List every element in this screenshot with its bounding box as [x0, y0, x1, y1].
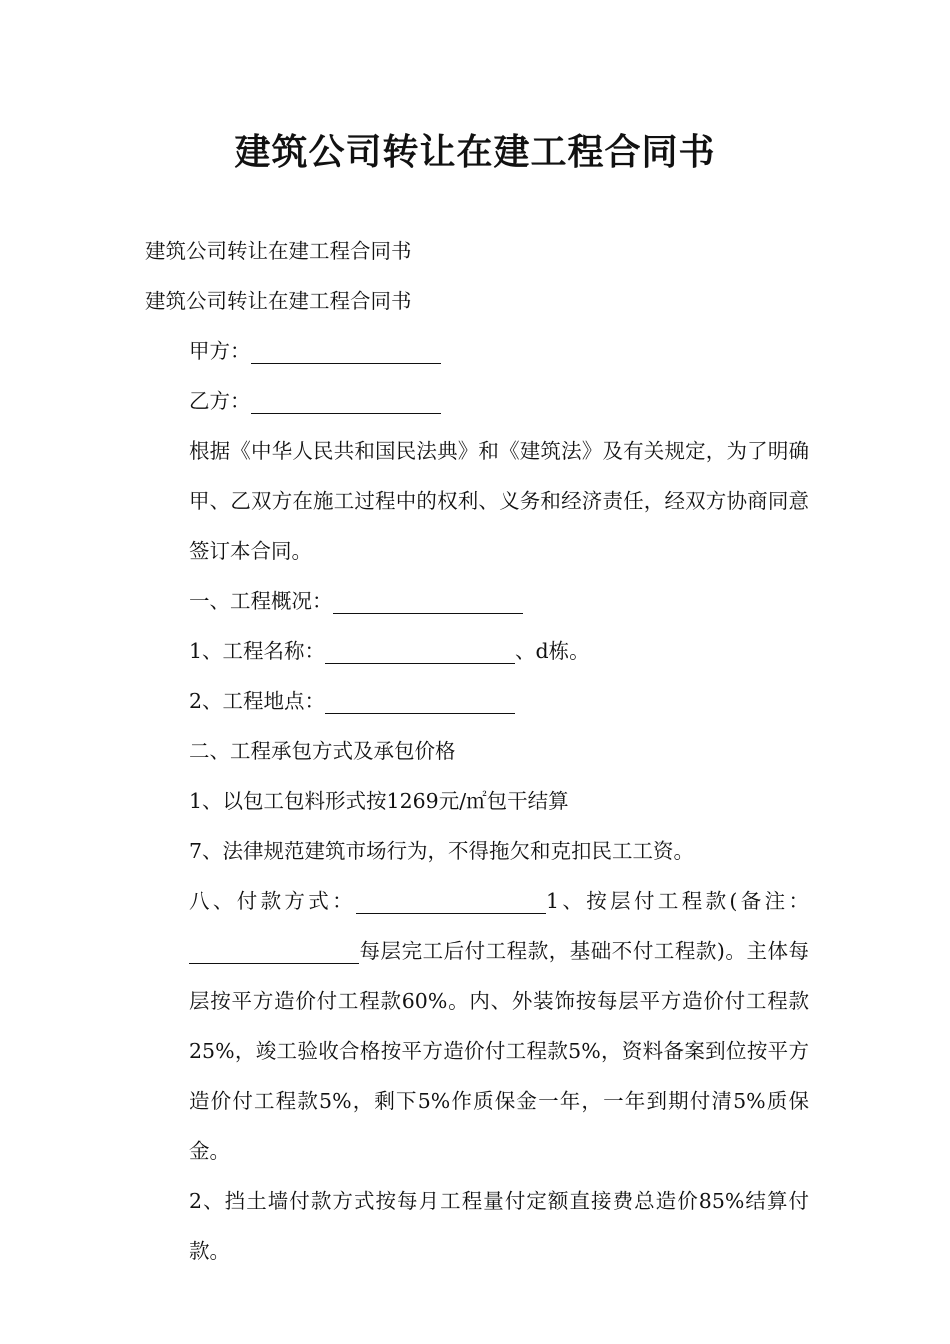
section-1-label: 一、工程概况： — [189, 589, 333, 613]
price-item: 1、以包工包料形式按1269元/㎡包干结算 — [189, 789, 569, 813]
party-a-label: 甲方： — [189, 339, 251, 363]
party-a-line — [145, 326, 809, 376]
document-title: 建筑公司转让在建工程合同书 — [234, 132, 716, 173]
item-1-label: 1、工程名称： — [189, 639, 326, 663]
section-8-mid: 1、按层付工程款(备注： — [546, 889, 809, 913]
section-8-note-blank — [189, 937, 359, 964]
item-1-blank — [325, 637, 515, 664]
party-b-blank — [251, 387, 441, 414]
item-1-line — [145, 626, 809, 676]
item-2-blank — [325, 687, 515, 714]
section-8-blank — [356, 887, 546, 914]
section-8-rest: 每层完工后付工程款，基础不付工程款)。主体每层按平方造价付工程款60%。内、外装饰按每层平方造价付工程款25%，竣工验收合格按平方造价付工程款5%，资料备案到位按平方造价付工程款5%，剩下5%作质保金一年，一年到期付清5%质保金。 — [189, 939, 809, 1163]
section-1-line — [145, 576, 809, 626]
party-b-line — [145, 376, 809, 426]
item-2-line — [145, 676, 809, 726]
paragraph-heading-2: 建筑公司转让在建工程合同书 — [145, 289, 412, 313]
document-body — [145, 226, 809, 1276]
party-a-blank — [251, 337, 441, 364]
section-2-heading: 二、工程承包方式及承包价格 — [189, 739, 456, 763]
party-b-label: 乙方： — [189, 389, 251, 413]
item-1-suffix: 、d栋。 — [515, 639, 590, 663]
section-1-blank — [333, 587, 523, 614]
item-7: 7、法律规范建筑市场行为，不得拖欠和克扣民工工资。 — [189, 839, 695, 863]
item-2-label: 2、工程地点： — [189, 689, 326, 713]
section-8-label: 八、付款方式： — [189, 889, 357, 913]
paragraph-heading-1: 建筑公司转让在建工程合同书 — [145, 239, 412, 263]
section-8-paragraph — [145, 876, 809, 1176]
intro-paragraph: 根据《中华人民共和国民法典》和《建筑法》及有关规定，为了明确甲、乙双方在施工过程中的权利、义务和经济责任，经双方协商同意签订本合同。 — [189, 439, 809, 563]
retaining-wall-payment: 2、挡土墙付款方式按每月工程量付定额直接费总造价85%结算付款。 — [189, 1189, 809, 1263]
